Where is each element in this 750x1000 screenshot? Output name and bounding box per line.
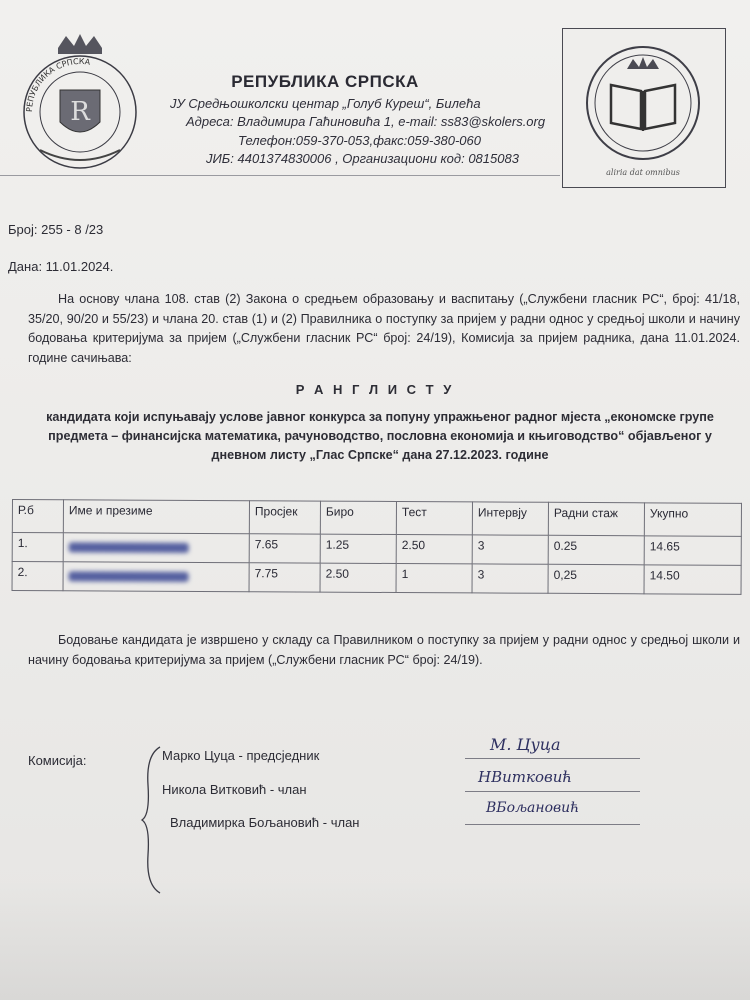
signature-line (465, 791, 640, 792)
table-header-row (12, 500, 741, 537)
cell-intervju: 3 (472, 535, 548, 564)
cell-staz: 0.25 (548, 535, 644, 565)
col-header: Име и презиме (63, 500, 249, 534)
coat-of-arms-seal-icon (18, 30, 143, 175)
signature-1: М. Цуца (490, 735, 561, 754)
document-number: Број: 255 - 8 /23 (8, 222, 104, 237)
cell-ukupno: 14.50 (644, 565, 741, 595)
col-header: Интервју (472, 502, 548, 535)
signature-3: ВБољановић (486, 800, 580, 816)
cell-name-redacted (63, 533, 249, 563)
cell-rank: 1. (12, 533, 63, 562)
table-row (12, 533, 741, 566)
header-title: РЕПУБЛИКА СРПСКА (231, 72, 419, 91)
signature-line (465, 824, 640, 825)
header-address: Адреса: Владимира Гаћиновића 1, e-mail: ss83@skolers.org (186, 114, 546, 129)
commission-label: Комисија: (28, 753, 87, 768)
cell-test: 1 (396, 564, 472, 593)
school-logo-box (562, 28, 726, 188)
member-name: Марко Цуца - предсједник (162, 748, 320, 763)
header-institution: ЈУ Средњошколски центар „Голуб Куреш“, Билећа (170, 96, 481, 111)
ranking-table (12, 499, 742, 595)
document-subtitle: кандидата који испуњавају услове јавног конкурса за попуну упражњеног радног мјеста „економске групе предмета – финансијска математика, рачуноводство, пословна економија и књиговодство“ објављеног у дневном листу „Глас Српске“ дана 27.12.2023. године (46, 410, 714, 462)
signature-2: НВитковић (478, 768, 573, 786)
cell-ukupno: 14.65 (644, 536, 741, 566)
cell-biro: 1.25 (320, 534, 396, 563)
member-name: Владимирка Бољановић - члан (170, 815, 360, 830)
cell-biro: 2.50 (320, 563, 396, 592)
header-divider (0, 175, 560, 176)
cell-prosjek: 7.65 (249, 534, 320, 563)
cell-rank: 2. (12, 562, 63, 591)
cell-test: 2.50 (396, 535, 472, 564)
scoring-note: Бодовање кандидата је извршено у складу са Правилником о поступку за пријем у радни однос у средњој школи и начину бодовања критеријума за пријем („Службени гласник РС“ број: 24/19). (28, 633, 740, 667)
signature-line (465, 758, 640, 759)
svg-text:R: R (70, 97, 90, 127)
member-name: Никола Витковић - члан (162, 782, 307, 797)
table-row (12, 562, 741, 595)
cell-prosjek: 7.75 (249, 563, 320, 592)
header-ids: ЈИБ: 4401374830006 , Организациони код: 0815083 (206, 151, 519, 166)
intro-paragraph: На основу члана 108. став (2) Закона о средњем образовању и васпитању („Службени гласник РС“, број: 41/18, 35/20, 90/20 и 55/23) и члана 20. став (1) и (2) Правилника о поступку за пријем у радни однос у средњој школи и начину бодовања критеријума за пријем („Службени гласник РС“ број: 24/19), Комисија за пријем радника, дана 11.01.2024. године сачињава: (28, 292, 740, 365)
book-crest-icon (563, 29, 723, 185)
cell-staz: 0,25 (548, 564, 644, 594)
redaction-blur (69, 571, 189, 582)
header-phone: Телефон:059-370-053,факс:059-380-060 (238, 133, 481, 148)
col-header: Р.б (12, 500, 63, 533)
col-header: Тест (396, 502, 472, 535)
seal-text: РЕПУБЛИКА СРПСКА (24, 56, 91, 113)
document-title: Р А Н Г Л И С Т У (295, 382, 455, 397)
col-header: Радни стаж (548, 502, 644, 536)
page-shadow (0, 880, 750, 1000)
brace-icon (140, 745, 164, 895)
redaction-blur (69, 542, 189, 553)
document-date: Дана: 11.01.2024. (8, 259, 114, 274)
col-header: Просјек (249, 501, 320, 534)
logo-motto: aliria dat omnibus (606, 168, 680, 177)
col-header: Биро (320, 501, 396, 534)
col-header: Укупно (644, 503, 741, 537)
cell-intervju: 3 (472, 564, 548, 593)
cell-name-redacted (63, 562, 249, 592)
